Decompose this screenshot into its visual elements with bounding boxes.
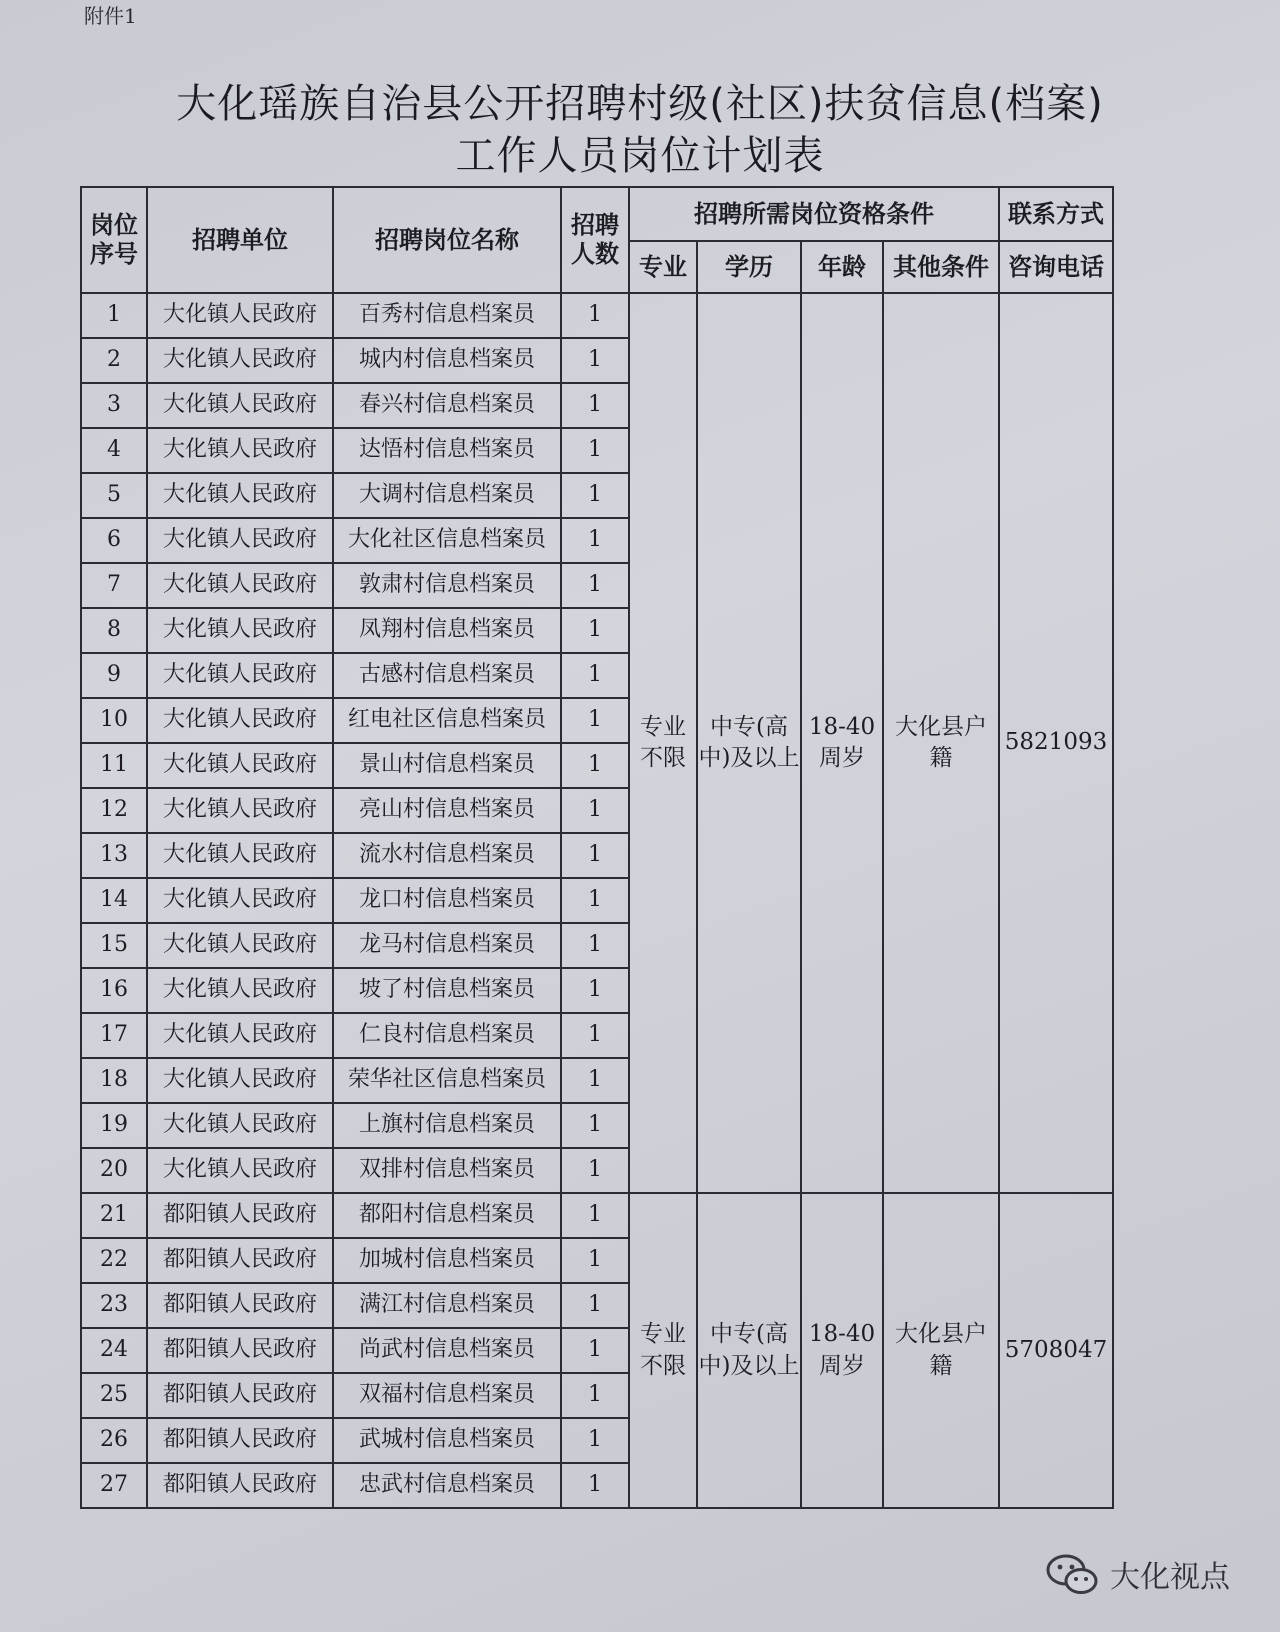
cell-seq: 11 (81, 743, 147, 788)
cell-count: 1 (561, 698, 629, 743)
cell-post: 尚武村信息档案员 (333, 1328, 561, 1373)
cell-seq: 14 (81, 878, 147, 923)
cell-count: 1 (561, 653, 629, 698)
cell-post: 景山村信息档案员 (333, 743, 561, 788)
cell-unit: 都阳镇人民政府 (147, 1283, 333, 1328)
cell-unit: 大化镇人民政府 (147, 293, 333, 338)
header-seq: 岗位序号 (81, 187, 147, 293)
cell-count: 1 (561, 1463, 629, 1508)
cell-count: 1 (561, 1238, 629, 1283)
cell-post: 仁良村信息档案员 (333, 1013, 561, 1058)
cell-count: 1 (561, 743, 629, 788)
cell-count: 1 (561, 383, 629, 428)
cell-unit: 都阳镇人民政府 (147, 1418, 333, 1463)
cell-seq: 7 (81, 563, 147, 608)
cell-post: 古感村信息档案员 (333, 653, 561, 698)
cell-count: 1 (561, 338, 629, 383)
cell-unit: 大化镇人民政府 (147, 878, 333, 923)
cell-unit: 大化镇人民政府 (147, 1148, 333, 1193)
cell-seq: 13 (81, 833, 147, 878)
cell-count: 1 (561, 1373, 629, 1418)
cell-count: 1 (561, 968, 629, 1013)
cell-seq: 18 (81, 1058, 147, 1103)
cell-seq: 12 (81, 788, 147, 833)
cell-age: 18-40周岁 (801, 1193, 883, 1508)
cell-count: 1 (561, 1148, 629, 1193)
header-qualifications: 招聘所需岗位资格条件 (629, 187, 999, 241)
cell-post: 双排村信息档案员 (333, 1148, 561, 1193)
cell-seq: 20 (81, 1148, 147, 1193)
cell-major: 专业不限 (629, 293, 697, 1193)
cell-unit: 大化镇人民政府 (147, 1013, 333, 1058)
cell-seq: 10 (81, 698, 147, 743)
cell-unit: 大化镇人民政府 (147, 1103, 333, 1148)
cell-post: 流水村信息档案员 (333, 833, 561, 878)
cell-unit: 大化镇人民政府 (147, 743, 333, 788)
cell-count: 1 (561, 563, 629, 608)
cell-count: 1 (561, 1058, 629, 1103)
header-post: 招聘岗位名称 (333, 187, 561, 293)
cell-unit: 都阳镇人民政府 (147, 1238, 333, 1283)
cell-post: 敦肃村信息档案员 (333, 563, 561, 608)
cell-phone: 5708047 (999, 1193, 1113, 1508)
recruitment-table (80, 186, 1114, 1509)
cell-post: 龙口村信息档案员 (333, 878, 561, 923)
cell-count: 1 (561, 1418, 629, 1463)
cell-count: 1 (561, 833, 629, 878)
cell-count: 1 (561, 923, 629, 968)
cell-seq: 3 (81, 383, 147, 428)
header-major: 专业 (629, 241, 697, 293)
cell-phone: 5821093 (999, 293, 1113, 1193)
cell-count: 1 (561, 1013, 629, 1058)
cell-post: 红电社区信息档案员 (333, 698, 561, 743)
cell-unit: 都阳镇人民政府 (147, 1328, 333, 1373)
cell-unit: 大化镇人民政府 (147, 608, 333, 653)
cell-count: 1 (561, 518, 629, 563)
cell-seq: 8 (81, 608, 147, 653)
cell-post: 满江村信息档案员 (333, 1283, 561, 1328)
cell-unit: 大化镇人民政府 (147, 698, 333, 743)
cell-seq: 4 (81, 428, 147, 473)
cell-other: 大化县户籍 (883, 1193, 999, 1508)
header-contact: 联系方式 (999, 187, 1113, 241)
cell-count: 1 (561, 293, 629, 338)
cell-count: 1 (561, 788, 629, 833)
cell-post: 双福村信息档案员 (333, 1373, 561, 1418)
cell-post: 百秀村信息档案员 (333, 293, 561, 338)
table-row (81, 293, 1113, 338)
header-education: 学历 (697, 241, 801, 293)
cell-post: 龙马村信息档案员 (333, 923, 561, 968)
cell-seq: 23 (81, 1283, 147, 1328)
cell-unit: 都阳镇人民政府 (147, 1373, 333, 1418)
cell-seq: 6 (81, 518, 147, 563)
cell-seq: 25 (81, 1373, 147, 1418)
cell-post: 城内村信息档案员 (333, 338, 561, 383)
cell-post: 凤翔村信息档案员 (333, 608, 561, 653)
header-phone: 咨询电话 (999, 241, 1113, 293)
cell-post: 亮山村信息档案员 (333, 788, 561, 833)
cell-count: 1 (561, 473, 629, 518)
cell-post: 坡了村信息档案员 (333, 968, 561, 1013)
cell-count: 1 (561, 1193, 629, 1238)
cell-unit: 大化镇人民政府 (147, 563, 333, 608)
cell-unit: 大化镇人民政府 (147, 833, 333, 878)
cell-seq: 15 (81, 923, 147, 968)
cell-count: 1 (561, 608, 629, 653)
cell-unit: 大化镇人民政府 (147, 338, 333, 383)
cell-major: 专业不限 (629, 1193, 697, 1508)
cell-post: 忠武村信息档案员 (333, 1463, 561, 1508)
cell-count: 1 (561, 1103, 629, 1148)
attachment-label: 附件1 (84, 4, 137, 28)
watermark-text: 大化视点 (1110, 1560, 1230, 1595)
cell-seq: 19 (81, 1103, 147, 1148)
cell-unit: 大化镇人民政府 (147, 518, 333, 563)
cell-seq: 17 (81, 1013, 147, 1058)
cell-post: 春兴村信息档案员 (333, 383, 561, 428)
cell-post: 达悟村信息档案员 (333, 428, 561, 473)
page-title: 大化瑶族自治县公开招聘村级(社区)扶贫信息(档案) (176, 81, 1104, 127)
cell-seq: 16 (81, 968, 147, 1013)
watermark (1044, 1552, 1230, 1596)
cell-post: 大化社区信息档案员 (333, 518, 561, 563)
cell-age: 18-40周岁 (801, 293, 883, 1193)
table-row (81, 1193, 1113, 1238)
header-unit: 招聘单位 (147, 187, 333, 293)
cell-other: 大化县户籍 (883, 293, 999, 1193)
cell-unit: 大化镇人民政府 (147, 428, 333, 473)
cell-seq: 9 (81, 653, 147, 698)
cell-post: 武城村信息档案员 (333, 1418, 561, 1463)
cell-seq: 1 (81, 293, 147, 338)
cell-post: 荣华社区信息档案员 (333, 1058, 561, 1103)
header-other: 其他条件 (883, 241, 999, 293)
cell-seq: 26 (81, 1418, 147, 1463)
cell-unit: 大化镇人民政府 (147, 383, 333, 428)
cell-seq: 5 (81, 473, 147, 518)
cell-seq: 27 (81, 1463, 147, 1508)
page-subtitle: 工作人员岗位计划表 (455, 133, 825, 179)
cell-seq: 2 (81, 338, 147, 383)
cell-education: 中专(高中)及以上 (697, 293, 801, 1193)
cell-unit: 大化镇人民政府 (147, 923, 333, 968)
cell-unit: 都阳镇人民政府 (147, 1463, 333, 1508)
cell-seq: 22 (81, 1238, 147, 1283)
cell-unit: 大化镇人民政府 (147, 1058, 333, 1103)
cell-unit: 都阳镇人民政府 (147, 1193, 333, 1238)
cell-count: 1 (561, 878, 629, 923)
wechat-icon (1044, 1552, 1100, 1596)
cell-count: 1 (561, 428, 629, 473)
cell-post: 加城村信息档案员 (333, 1238, 561, 1283)
cell-unit: 大化镇人民政府 (147, 653, 333, 698)
cell-count: 1 (561, 1328, 629, 1373)
cell-seq: 24 (81, 1328, 147, 1373)
header-age: 年龄 (801, 241, 883, 293)
cell-post: 上旗村信息档案员 (333, 1103, 561, 1148)
cell-unit: 大化镇人民政府 (147, 788, 333, 833)
cell-count: 1 (561, 1283, 629, 1328)
cell-education: 中专(高中)及以上 (697, 1193, 801, 1508)
cell-unit: 大化镇人民政府 (147, 968, 333, 1013)
cell-seq: 21 (81, 1193, 147, 1238)
cell-unit: 大化镇人民政府 (147, 473, 333, 518)
cell-post: 大调村信息档案员 (333, 473, 561, 518)
cell-post: 都阳村信息档案员 (333, 1193, 561, 1238)
header-count: 招聘人数 (561, 187, 629, 293)
